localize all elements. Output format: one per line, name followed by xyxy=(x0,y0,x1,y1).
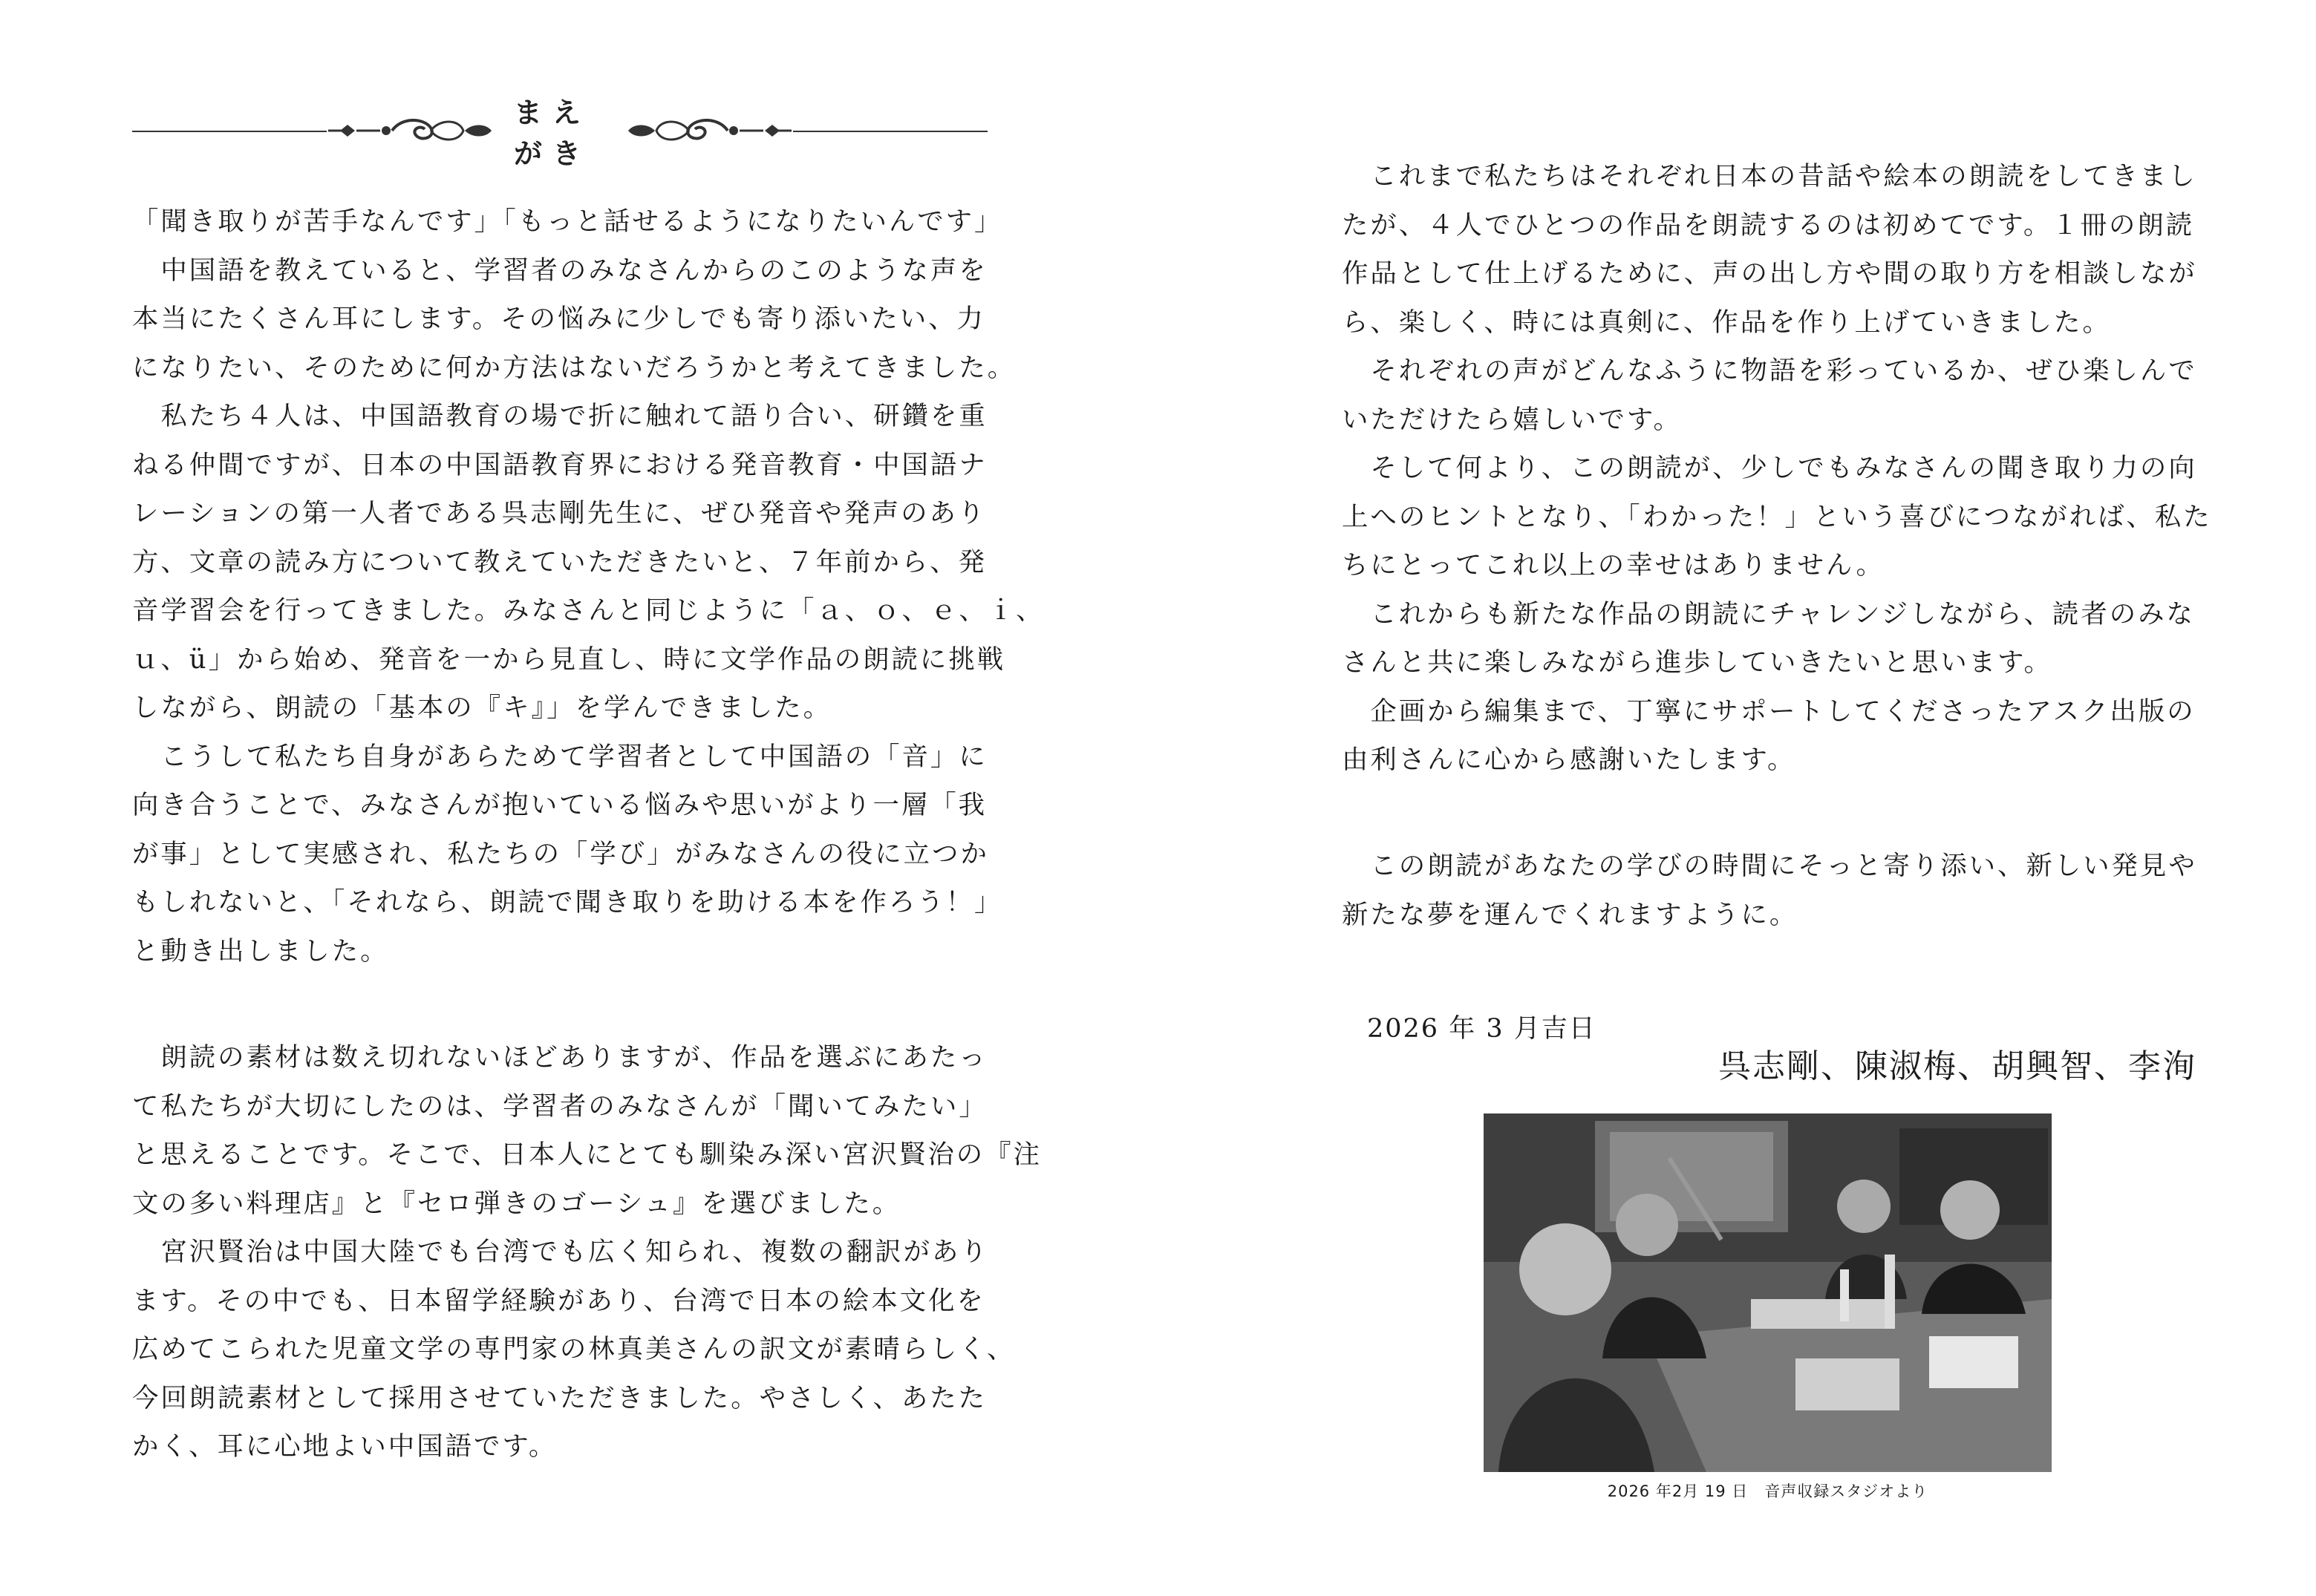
text-line: それぞれの声がどんなふうに物語を彩っているか、ぜひ楽しんで xyxy=(1342,356,2197,386)
right-page xyxy=(1158,0,2316,1596)
text-line: 音学習会を行ってきました。みなさんと同じように「ａ、ｏ、ｅ、ｉ、 xyxy=(132,595,1045,626)
text-line: これまで私たちはそれぞれ日本の昔話や絵本の朗読をしてきまし xyxy=(1342,161,2197,192)
text-line: て私たちが大切にしたのは、学習者のみなさんが「聞いてみたい」 xyxy=(132,1090,988,1122)
text-line: 朗読の素材は数え切れないほどありますが、作品を選ぶにあたっ xyxy=(132,1042,988,1073)
text-line: たが、４人でひとつの作品を朗読するのは初めてです。１冊の朗読 xyxy=(1342,209,2195,241)
text-line: 宮沢賢治は中国大陸でも台湾でも広く知られ、複数の翻訳があり xyxy=(132,1237,989,1267)
text-line: しながら、朗読の「基本の『キ』」を学んできました。 xyxy=(132,693,832,723)
studio-photo-illustration xyxy=(1484,1113,2052,1472)
text-line: 中国語を教えていると、学習者のみなさんからのこのような声を xyxy=(132,255,988,286)
text-line: ねる仲間ですが、日本の中国語教育界における発音教育・中国語ナ xyxy=(132,449,988,480)
studio-photo xyxy=(1484,1113,2052,1472)
left-text-block-1 xyxy=(132,197,1045,975)
text-line: さんと共に楽しみながら進歩していきたいと思います。 xyxy=(1342,647,2052,678)
text-line: こうして私たち自身があらためて学習者として中国語の「音」に xyxy=(132,741,988,772)
text-line: 今回朗読素材として採用させていただきました。やさしく、あたた xyxy=(132,1382,988,1413)
text-line: ちにとってこれ以上の幸せはありません。 xyxy=(1342,550,1885,580)
text-line: これからも新たな作品の朗読にチャレンジしながら、読者のみな xyxy=(1342,598,2195,629)
text-line: ｕ、ü」から始め、発音を一から見直し、時に文学作品の朗読に挑戦 xyxy=(132,644,1006,675)
right-text-block-2 xyxy=(1342,842,2211,939)
title-ornament xyxy=(327,96,793,170)
ornament-right-icon xyxy=(622,114,793,147)
text-line: もしれないと、「それなら、朗読で聞き取りを助ける本を作ろう！」 xyxy=(132,887,1003,918)
authors-line: 呉志剛、陳淑梅、胡興智、李洵 xyxy=(1718,1047,2196,1085)
text-line: が事」として実感され、私たちの「学び」がみなさんの役に立つか xyxy=(132,838,989,869)
text-line: 企画から編集まで、丁寧にサポートしてくださったアスク出版の xyxy=(1342,696,2196,727)
text-line: 上へのヒントとなり、「わかった！」という喜びにつながれば、私た xyxy=(1342,501,2212,532)
text-line: ら、楽しく、時には真剣に、作品を作り上げていきました。 xyxy=(1342,307,2111,338)
text-line: 私たち４人は、中国語教育の場で折に触れて語り合い、研鑽を重 xyxy=(132,401,988,431)
text-line: 由利さんに心から感謝いたします。 xyxy=(1342,745,1796,775)
text-line: いただけたら嬉しいです。 xyxy=(1342,404,1682,435)
text-line: 「聞き取りが苦手なんです」「もっと話せるようになりたいんです」 xyxy=(132,206,1003,237)
text-line: と思えることです。そこで、日本人にとても馴染み深い宮沢賢治の『注 xyxy=(132,1139,1042,1170)
text-line: この朗読があなたの学びの時間にそっと寄り添い、新しい発見や xyxy=(1342,851,2197,881)
text-line: 新たな夢を運んでくれますように。 xyxy=(1342,899,1798,930)
text-line: 広めてこられた児童文学の専門家の林真美さんの訳文が素晴らしく、 xyxy=(132,1334,1016,1364)
text-line: 向き合うことで、みなさんが抱いている悩みや思いがより一層「我 xyxy=(132,790,988,820)
text-line: レーションの第一人者である呉志剛先生に、ぜひ発音や発声のあり xyxy=(132,498,987,529)
page-title: まえがき xyxy=(514,96,592,170)
text-line: と動き出しました。 xyxy=(132,935,389,967)
text-line: 本当にたくさん耳にします。その悩みに少しでも寄り添いたい、力 xyxy=(132,304,985,334)
text-line: そして何より、この朗読が、少しでもみなさんの聞き取り力の向 xyxy=(1342,453,2197,483)
text-line: になりたい、そのために何か方法はないだろうかと考えてきました。 xyxy=(132,352,1017,383)
right-text-block-1 xyxy=(1342,152,2211,785)
photo-caption: 2026 年2月 19 日 音声収録スタジオより xyxy=(1607,1482,1928,1500)
text-line: 作品として仕上げるために、声の出し方や間の取り方を相談しなが xyxy=(1342,258,2197,289)
left-text-block-2 xyxy=(132,1033,1042,1471)
text-line: かく、耳に心地よい中国語です。 xyxy=(132,1431,558,1462)
text-line: 方、文章の読み方について教えていただきたいと、７年前から、発 xyxy=(132,546,988,578)
text-line: ます。その中でも、日本留学経験があり、台湾で日本の絵本文化を xyxy=(132,1285,985,1316)
text-line: 文の多い料理店』と『セロ弾きのゴーシュ』を選びました。 xyxy=(132,1188,901,1219)
ornament-left-icon xyxy=(327,114,498,147)
date-line: 2026 年 3 月吉日 xyxy=(1367,1014,1596,1044)
